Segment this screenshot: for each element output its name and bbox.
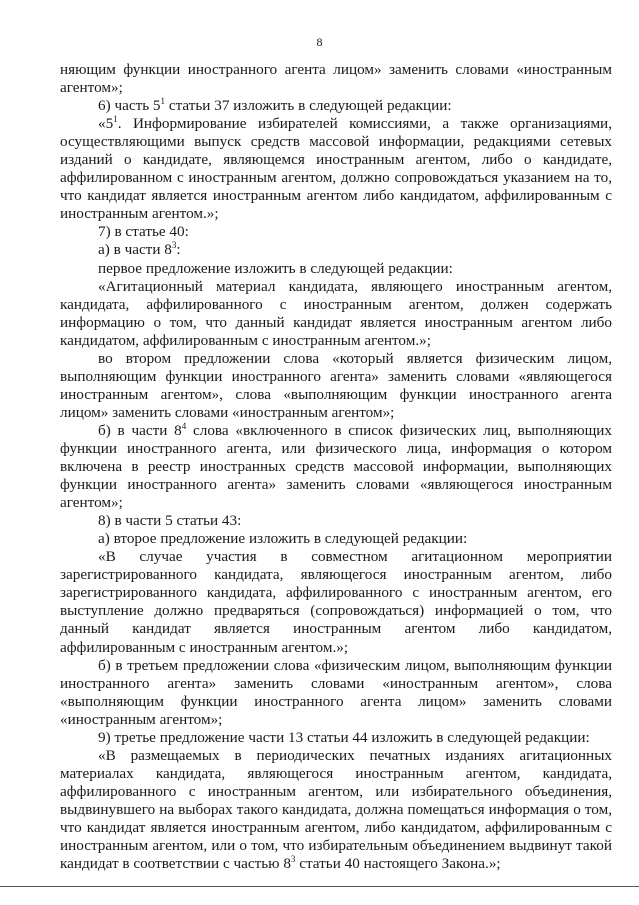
paragraph-text: а) второе предложение изложить в следующей редакции: xyxy=(98,530,468,548)
paragraph-text: «В случае участия в совместном агитационном мероприятии зарегистрированного кандидата, являющегося иностранным агентом, либо зарегистрированного кандидата, аффилированного с иностранным агентом, его выступление должно предваряться (сопровождаться) информацией о том, что данный кандидат является иностранным агентом либо кандидатом, аффилированным с иностранным агентом.»; xyxy=(60,548,612,656)
paragraph-text: 7) в статье 40: xyxy=(98,223,189,241)
paragraph-text: б) в третьем предложении слова «физическим лицом, выполняющим функции иностранного агента» заменить словами «иностранным агентом», слова «выполняющим функции иностранного агента лицом» заменить словами «иностранным агентом»; xyxy=(60,656,612,728)
paragraph xyxy=(60,530,612,548)
paragraph xyxy=(60,548,612,656)
paragraph-text: статьи 40 настоящего Закона.»; xyxy=(295,855,501,873)
paragraph-text: «Агитационный материал кандидата, являющего иностранным агентом, кандидата, аффилированного с иностранным агентом, должен содержать информацию о том, что данный кандидат является иностранным агентом либо кандидатом, аффилированным с иностранным агентом.»; xyxy=(60,277,612,349)
superscript-index: 3 xyxy=(171,240,177,251)
page-number: 8 xyxy=(316,35,323,49)
superscript-index: 1 xyxy=(113,114,118,125)
paragraph xyxy=(60,241,612,259)
footer-divider xyxy=(0,886,639,887)
paragraph-text: слова «включенного в список физических лиц, выполняющих функции иностранного агента, или физического лица, информация о котором включена в реестр иностранных средств массовой информации, выполняющих функции иностранного агента» заменить словами «являющегося иностранным агентом»; xyxy=(60,421,612,512)
paragraph xyxy=(60,729,612,747)
paragraph xyxy=(60,97,612,115)
paragraph xyxy=(60,350,612,422)
paragraph-text: 8) в части 5 статьи 43: xyxy=(98,512,242,530)
paragraph-text: няющим функции иностранного агента лицом» заменить словами «иностранным агентом»; xyxy=(60,61,612,97)
superscript-index: 1 xyxy=(160,96,166,107)
paragraph-text: статьи 37 изложить в следующей редакции: xyxy=(165,97,452,115)
superscript-index: 4 xyxy=(181,420,187,431)
paragraph xyxy=(60,260,612,278)
paragraph-text: «5 xyxy=(98,115,114,133)
paragraph xyxy=(60,512,612,530)
paragraph-text: во втором предложении слова «который является физическим лицом, выполняющим функции иностранного агента» заменить словами «являющегося иностранным агентом», слова «выполняющим функции иностранного агента лицом» заменить словами «иностранным агентом»; xyxy=(60,349,612,421)
paragraph xyxy=(60,61,612,97)
paragraph xyxy=(60,115,612,223)
paragraph xyxy=(60,657,612,729)
paragraph-text: . Информирование избирателей комиссиями, а также организациями, осуществляющими выпуск средств массовой информации, редакциями сетевых изданий о кандидате, являющемся иностранным агентом, либо о кандидате, аффилированном с иностранным агентом, должно сопровождаться указанием на то, что кандидат является иностранным агентом либо кандидатом, аффилированным с иностранным агентом.»; xyxy=(60,115,612,223)
paragraph-text: первое предложение изложить в следующей редакции: xyxy=(98,259,453,277)
paragraph-text: «В размещаемых в периодических печатных изданиях агитационных материалах кандидата, являющегося иностранным агентом, кандидата, аффилированного с иностранным агентом, или избирательного объединения, выдвинувшего на выборах такого кандидата, должна помещаться информация о том, что кандидат является иностранным агентом, либо кандидатом, аффилированным с иностранным агентом, или о том, что избирательным объединением выдвинут такой кандидат в соответствии с частью 8 xyxy=(60,746,612,873)
paragraph-text: 9) третье предложение части 13 статьи 44 изложить в следующей редакции: xyxy=(98,728,590,746)
paragraph-text: а) в части 8 xyxy=(98,241,172,259)
superscript-index: 3 xyxy=(290,854,296,865)
paragraph xyxy=(60,223,612,241)
paragraph xyxy=(60,422,612,512)
paragraph xyxy=(60,278,612,350)
document-body xyxy=(60,61,612,873)
paragraph-text: 6) часть 5 xyxy=(98,97,161,115)
paragraph xyxy=(60,747,612,873)
paragraph-text: : xyxy=(176,241,181,259)
paragraph-text: б) в части 8 xyxy=(98,421,182,439)
